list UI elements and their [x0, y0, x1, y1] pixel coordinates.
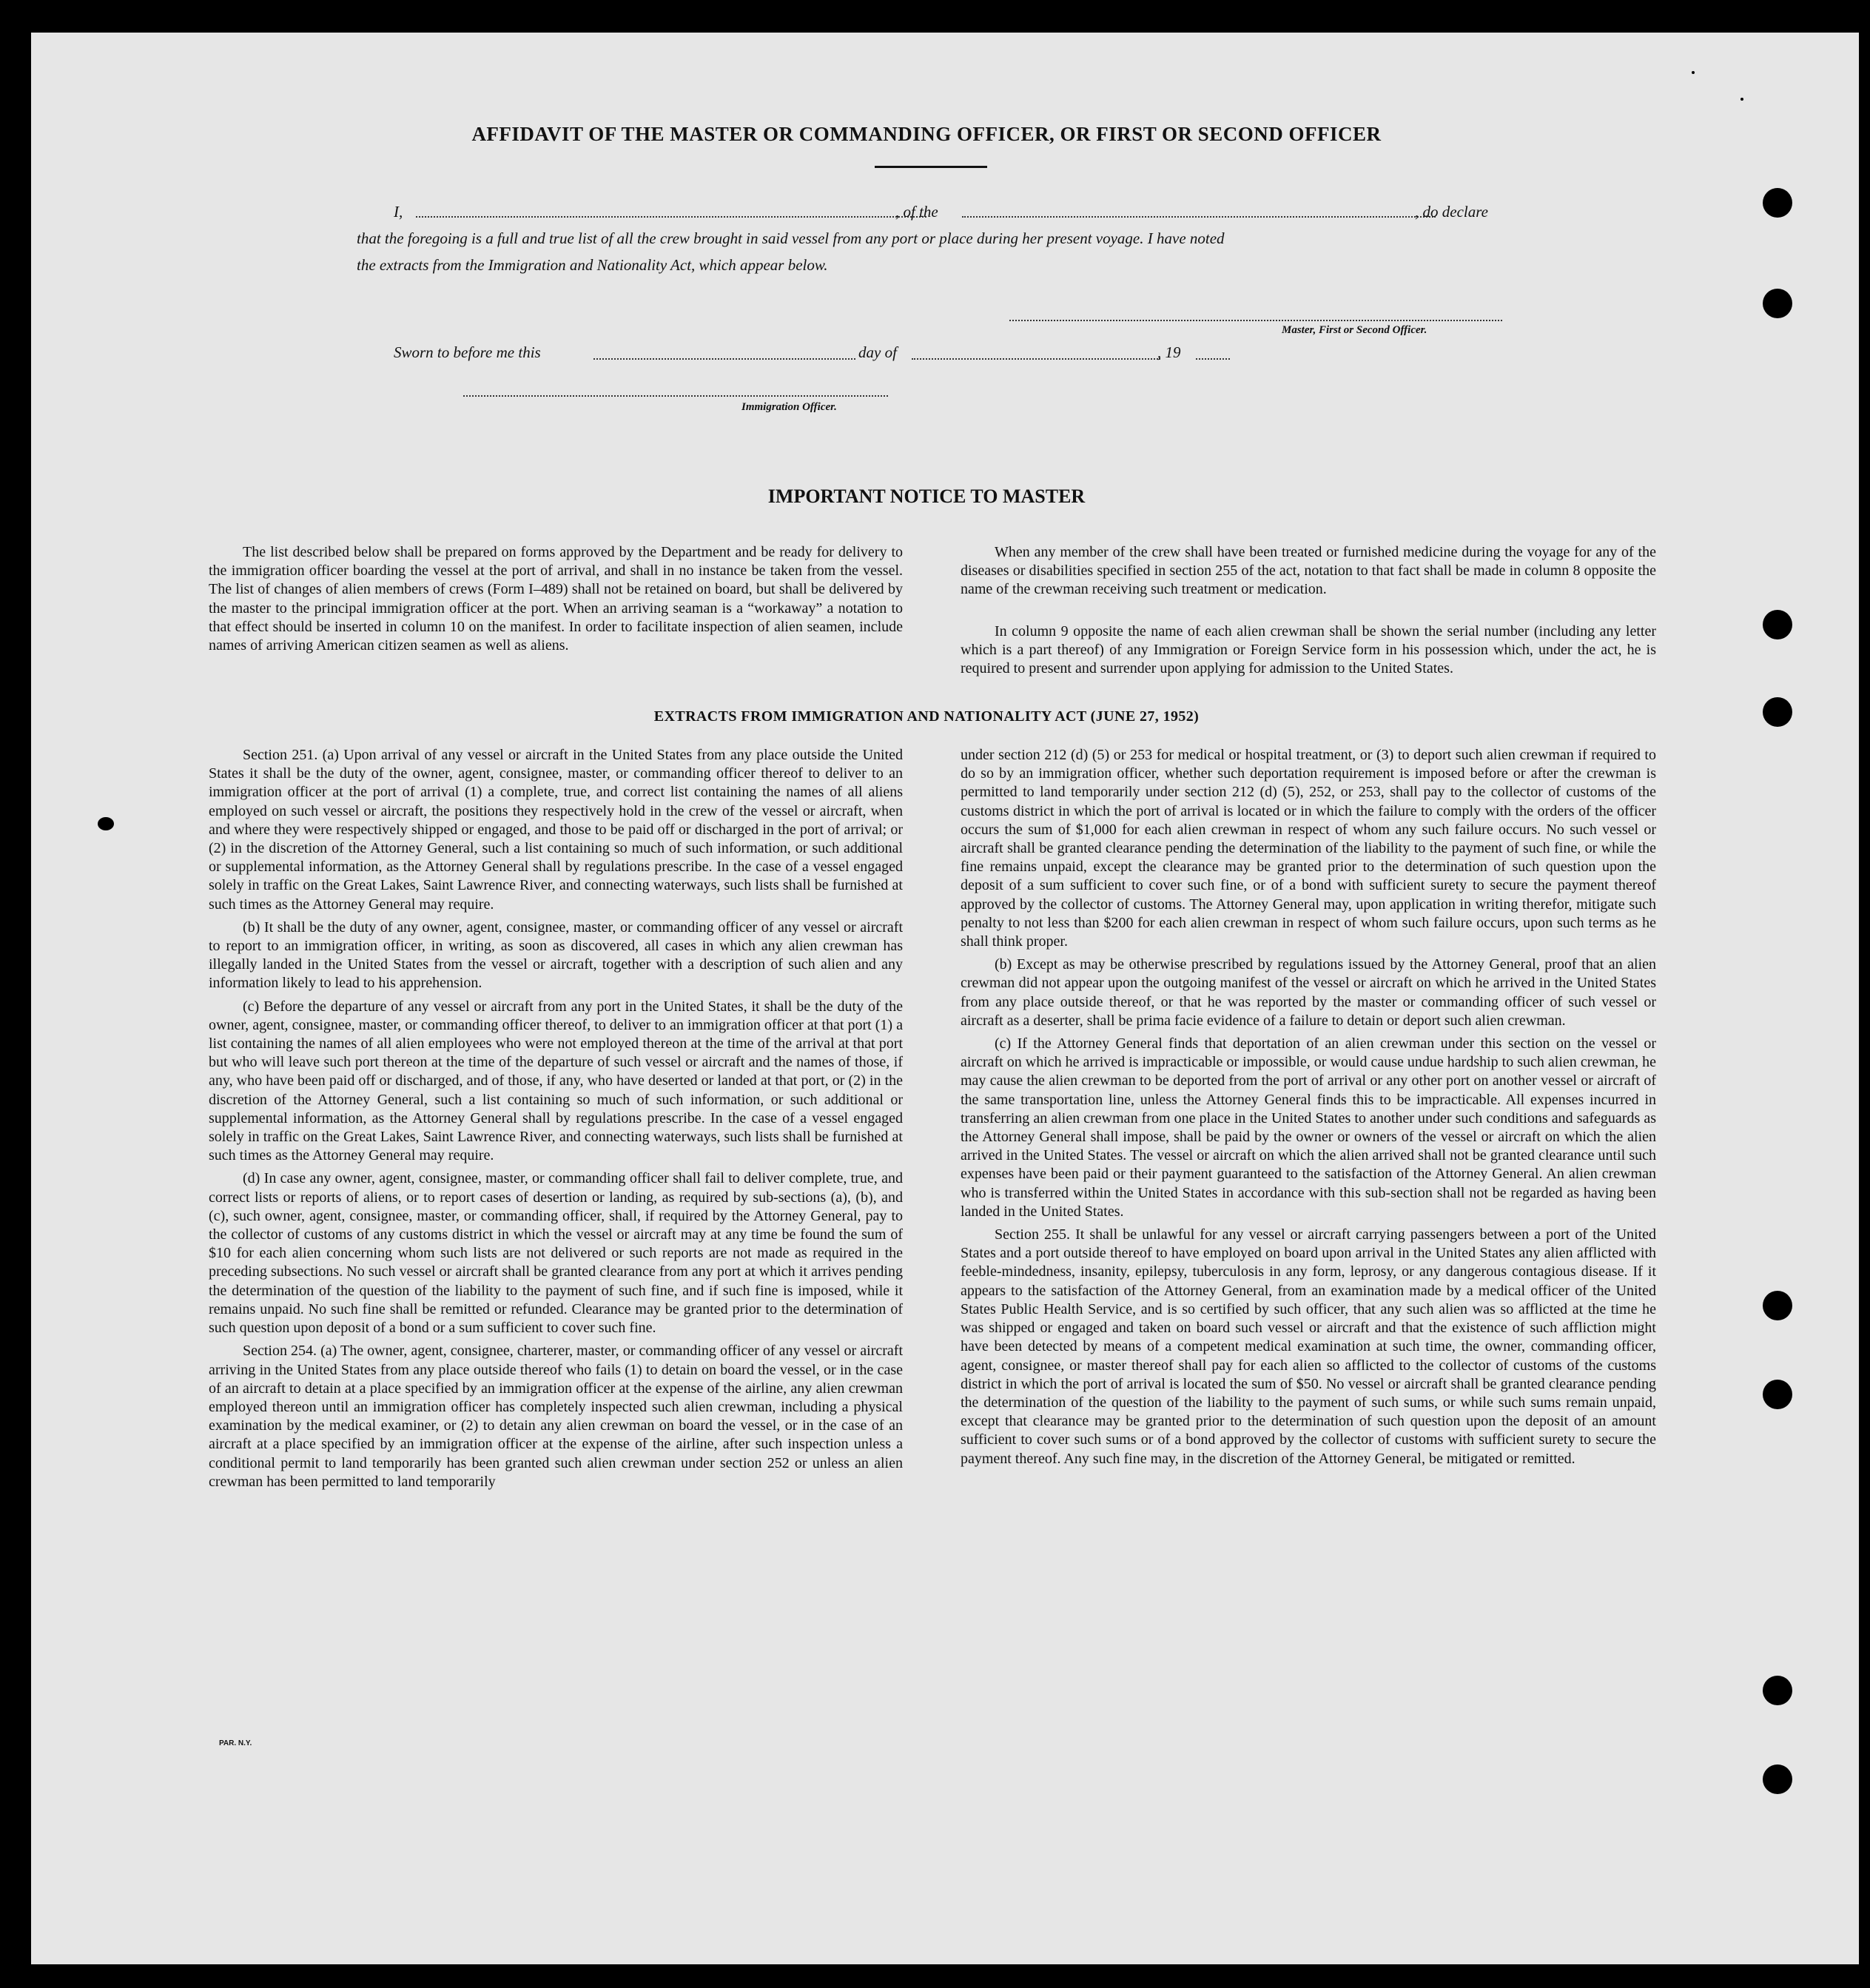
- section-251-b: (b) It shall be the duty of any owner, agent, consignee, master, or commanding officer of any vessel or aircraft to report to an immigration officer, in writing, as soon as discovered, all cases in which any alien crewman has illegally landed in the United States from the vessel or aircraft, together with a description of such alien and any information likely to lead to his apprehension.: [209, 919, 903, 992]
- month-blank[interactable]: [912, 358, 1160, 360]
- binder-hole: [1763, 1676, 1792, 1705]
- binder-hole: [1763, 1764, 1792, 1794]
- title-rule: [875, 166, 987, 168]
- notice-right-paragraph-1: When any member of the crew shall have been treated or furnished medicine during the voyage for any of the diseases or disabilities specified in section 255 of the act, notation to that fact shall be made in column 8 opposite the name of the crewman receiving such treatment or medication.: [961, 544, 1656, 598]
- officer-caption: Immigration Officer.: [741, 401, 837, 413]
- day-of-label: day of: [858, 343, 897, 361]
- officer-signature-line[interactable]: [463, 395, 888, 397]
- ink-speck: [1692, 71, 1695, 74]
- binder-hole: [1763, 610, 1792, 639]
- sworn-label: Sworn to before me this: [394, 343, 541, 361]
- vessel-blank[interactable]: [962, 216, 1436, 218]
- form-page: [31, 33, 1859, 1964]
- binder-hole: [1763, 188, 1792, 218]
- affidavit-line-3: the extracts from the Immigration and Nationality Act, which appear below.: [357, 256, 828, 274]
- affidavit-of-the: , of the: [895, 203, 938, 221]
- extracts-left-column: [209, 746, 903, 1496]
- extracts-right-column: [961, 746, 1656, 1473]
- notice-right-paragraph-2: In column 9 opposite the name of each alien crewman shall be shown the serial number (including any letter which is a part thereof) of any Immigration or Foreign Service form in his possession which, under the act, he is required to present and surrender upon applying for admission to the United States.: [961, 623, 1656, 677]
- section-254-b: (b) Except as may be otherwise prescribed by regulations issued by the Attorney General, proof that an alien crewman did not appear upon the outgoing manifest of the vessel or aircraft on which he arrived in the United States from any place outside thereof, or that he was reported by the master or commanding officer of such vessel or aircraft as a deserter, shall be prima facie evidence of a failure to detain or deport such alien crewman.: [961, 956, 1656, 1029]
- section-254-a: Section 254. (a) The owner, agent, consignee, charterer, master, or commanding officer of any vessel or aircraft arriving in the United States from any place outside thereof who fails (1) to detain on board the vessel, or in the case of an aircraft to detain at a place specified by an immigration officer at the expense of the airline, any alien crewman employed thereon until an immigration officer has completely inspected such alien crewman, including a physical examination by the medical examiner, or (2) to detain any alien crewman on board the vessel, or in the case of an aircraft at a place specified by an immigration officer at the expense of the airline, after such inspection unless a conditional permit to land temporarily has been granted such alien crewman under section 252 or unless an alien crewman has been permitted to land temporarily: [209, 1343, 903, 1490]
- binder-hole: [1763, 697, 1792, 727]
- notice-title: IMPORTANT NOTICE TO MASTER: [767, 486, 1086, 507]
- year-label: , 19: [1157, 343, 1181, 361]
- ink-speck: [98, 817, 114, 830]
- affidavit-line-2: that the foregoing is a full and true list of all the crew brought in said vessel from any port or place during her present voyage. I have noted: [357, 229, 1225, 247]
- affidavit-title: AFFIDAVIT OF THE MASTER OR COMMANDING OFFICER, OR FIRST OR SECOND OFFICER: [471, 123, 1382, 145]
- sworn-day-blank[interactable]: [593, 358, 855, 360]
- section-251-d: (d) In case any owner, agent, consignee, master, or commanding officer shall fail to deliver complete, true, and correct lists or reports of aliens, or to report cases of desertion or landing, as required by sub-sections (a), (b), and (c), such owner, agent, consignee, master, or commanding officer, shall, if required by the Attorney General, pay to the collector of customs of any customs district in which the vessel or aircraft may at any time be found the sum of $10 for each alien concerning whom such lists are not delivered or such reports are not made as required in the preceding subsections. No such vessel or aircraft shall be granted clearance from any port at which it arrives pending the determination of the question of the liability to the payment of such fine, and if such fine is imposed, while it remains unpaid. No such fine shall be remitted or refunded. Clearance may be granted prior to the determination of such question upon deposit of a bond or a sum sufficient to cover such fine.: [209, 1170, 903, 1337]
- binder-hole: [1763, 1380, 1792, 1409]
- section-251-a: Section 251. (a) Upon arrival of any vessel or aircraft in the United States from any place outside the United States it shall be the duty of the owner, agent, consignee, master, or commanding officer thereof to deliver to an immigration officer at the port of arrival (1) a complete, true, and correct list containing the names of all aliens employed on such vessel or aircraft, the positions they respectively hold in the crew of the vessel or aircraft, when and where they were respectively shipped or engaged, and those to be paid off or discharged in the port of arrival; or (2) in the discretion of the Attorney General, such a list containing so much of such information, or such additional or supplemental information, as the Attorney General shall by regulations prescribe. In the case of a vessel engaged solely in traffic on the Great Lakes, Saint Lawrence River, and connecting waterways, such lists shall be furnished at such times as the Attorney General may require.: [209, 747, 903, 913]
- notice-left-paragraph: The list described below shall be prepared on forms approved by the Department and be ready for delivery to the immigration officer boarding the vessel at the port of arrival, and shall in no instance be taken from the vessel. The list of changes of alien members of crews (Form I–489) shall not be retained on board, but shall be delivered by the master to the principal immigration officer at the port. When an arriving seaman is a “workaway” a notation to that effect should be inserted in column 10 on the manifest. In order to facilitate inspection of alien seamen, include names of arriving American citizen seamen as well as aliens.: [209, 544, 903, 654]
- section-251-c: (c) Before the departure of any vessel or aircraft from any port in the United States, it shall be the duty of the owner, agent, consignee, master, or commanding officer thereof, to deliver to an immigration officer at that port (1) a list containing the names of all alien employees who were not employed thereon at the time of the arrival at that port but who will leave such port thereon at the time of the departure of such vessel or aircraft and the names of those, if any, who have been paid off or discharged, and of those, if any, who have deserted or landed at that port, or (2) in the discretion of the Attorney General, such a list containing so much of such information, or such additional or supplemental information, as the Attorney General shall by regulations prescribe. In the case of a vessel engaged solely in traffic on the Great Lakes, Saint Lawrence River, and connecting waterways, such lists shall be furnished at such times as the Attorney General may require.: [209, 998, 903, 1164]
- printer-mark: PAR. N.Y.: [219, 1739, 252, 1747]
- binder-hole: [1763, 289, 1792, 318]
- year-blank[interactable]: [1196, 358, 1230, 360]
- section-255: Section 255. It shall be unlawful for any vessel or aircraft carrying passengers between a port of the United States and a port outside thereof to have employed on board upon arrival in the United States any alien afflicted with feeble-mindedness, insanity, epilepsy, tuberculosis in any form, leprosy, or any dangerous contagious disease. If it appears to the satisfaction of the Attorney General, from an examination made by a medical officer of the United States Public Health Service, and is so certified by such officer, that any such alien was so afflicted at the time he was shipped or engaged and taken on board such vessel or aircraft and that the existence of such affliction might have been detected by means of a competent medical examination at such time, the owner, commanding officer, agent, consignee, or master thereof shall pay for each alien so afflicted to the collector of customs of the customs district in which the port of arrival is located the sum of $50. No vessel or aircraft shall be granted clearance pending the determination of the question of the liability to the payment of such sums, or while such sums remain unpaid, except that clearance may be granted prior to the determination of such question upon the deposit of an amount sufficient to cover such sums or of a bond approved by the collector of customs with sufficient surety to secure the payment thereof. Any such fine may, in the discretion of the Attorney General, be mitigated or remitted.: [961, 1226, 1656, 1467]
- section-254-a-continued: under section 212 (d) (5) or 253 for medical or hospital treatment, or (3) to deport such alien crewman if required to do so by an immigration officer, whether such deportation requirement is imposed before or after the crewman is permitted to land temporarily under section 212 (d) (5), 252, or 253, shall pay to the collector of customs of the customs district in which the port of arrival is located or in which the failure to comply with the orders of the officer occurs the sum of $1,000 for each alien crewman in respect of whom any such failure occurs. No such vessel or aircraft shall be granted clearance pending the determination of the liability to the payment of such fine, or while the fine remains unpaid, except the clearance may be granted prior to the determination of such question upon the deposit of a sum sufficient to cover such fine, or of a bond with sufficient surety to secure the payment thereof approved by the collector of customs. The Attorney General may, upon application in writing therefor, mitigate such penalty to not less than $200 for each alien crewman in respect of whom such failure occurs, upon such terms as he shall think proper.: [961, 747, 1656, 950]
- affidavit-i-label: I,: [394, 203, 403, 221]
- affidavit-do-declare: , do declare: [1415, 203, 1488, 221]
- master-signature-line[interactable]: [1009, 320, 1502, 321]
- ink-speck: [1740, 98, 1743, 101]
- section-254-c: (c) If the Attorney General finds that deportation of an alien crewman under this section on the vessel or aircraft on which he arrived is impracticable or impossible, or would cause undue hardship to such alien crewman, he may cause the alien crewman to be deported from the port of arrival or any other port on another vessel or aircraft of the same transportation line, unless the Attorney General finds this to be impracticable. All expenses incurred in transferring an alien crewman from one place in the United States to another under such conditions and safeguards as the Attorney General shall impose, shall be paid by the owner or owners of the vessel or aircraft on which the alien arrived in the United States. The vessel or aircraft on which the alien arrived shall not be granted clearance until such expenses have been paid or their payment guaranteed to the satisfaction of the Attorney General. An alien crewman who is transferred within the United States in accordance with this sub-section shall not be regarded as having been landed in the United States.: [961, 1035, 1656, 1220]
- name-blank[interactable]: [416, 216, 926, 218]
- extracts-title: EXTRACTS FROM IMMIGRATION AND NATIONALITY ACT (JUNE 27, 1952): [653, 708, 1200, 725]
- master-caption: Master, First or Second Officer.: [1282, 324, 1427, 336]
- binder-hole: [1763, 1291, 1792, 1320]
